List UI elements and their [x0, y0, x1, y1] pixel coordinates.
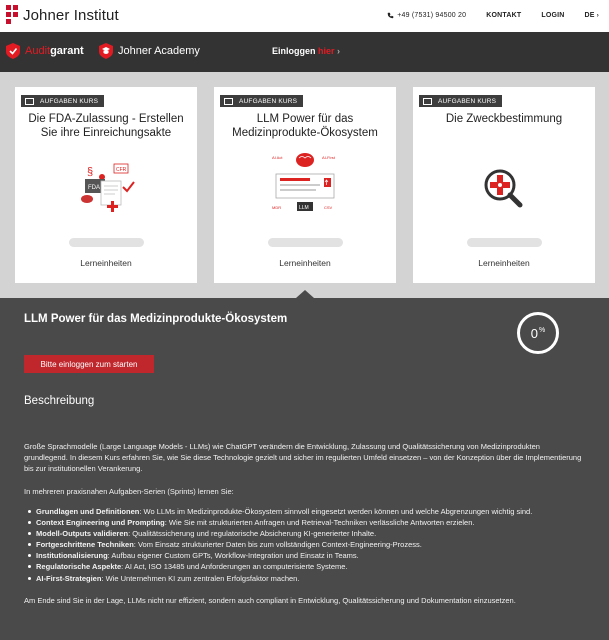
chevron-right-icon: ›: [337, 46, 341, 56]
fda-approval-icon: [15, 157, 197, 227]
login-here-link[interactable]: hier: [318, 46, 335, 56]
llm-brain-icon: [214, 152, 396, 222]
course-type-label: AUFGABEN KURS: [239, 97, 298, 105]
auditgarant-shield-icon: [6, 43, 20, 59]
list-item: Modell-Outputs validieren: Qualitätssicherung und regulatorische Absicherung KI-generierter Inhalte.: [36, 528, 586, 539]
course-card-zweckbestimmung[interactable]: [413, 87, 595, 283]
list-item: AI-First-Strategien: Wie Unternehmen KI zum zentralen Erfolgsfaktor machen.: [36, 573, 586, 584]
auditgarant-text-1: Audit: [25, 45, 51, 57]
description-heading: Beschreibung: [24, 395, 95, 407]
list-item: Grundlagen und Definitionen: Wo LLMs im Medizinprodukte-Ökosystem sinnvoll eingesetzt werden können und welche Abgrenzungen wichtig sind.: [36, 506, 586, 517]
mdr-label: MDR: [272, 205, 282, 210]
description-paragraph-3: Am Ende sind Sie in der Lage, LLMs nicht nur effizient, sondern auch compliant in Entwicklung, Qualitätssicherung und Dokumentation einzusetzen.: [24, 596, 516, 605]
course-detail-title: LLM Power für das Medizinprodukte-Ökosystem: [24, 313, 288, 325]
course-type-label: AUFGABEN KURS: [438, 97, 497, 105]
course-progress-bar: [69, 238, 144, 247]
course-card-fda[interactable]: [15, 87, 197, 283]
auditgarant-logo[interactable]: [6, 43, 84, 59]
cfr-label: CFR: [116, 167, 127, 173]
top-nav: [367, 12, 599, 19]
learning-goals-list: [36, 506, 586, 584]
description-paragraph-1: Große Sprachmodelle (Large Language Models - LLMs) wie ChatGPT verändern die Entwicklung, Zulassung und Qualitätssicherung von Medizinprodukten grundlegend. In diesem Kurs erfahren Sie, wie Sie diese Technologie gezielt und sicher im regulierten Umfeld einsetzen – von der Konzeption über die Implementierung bis zur institutionellen Verankerung.: [24, 442, 582, 473]
top-header: [0, 0, 609, 32]
course-progress-bar: [467, 238, 542, 247]
medical-magnifier-icon: [413, 157, 595, 227]
description-paragraph-2: In mehreren praxisnahen Aufgaben-Serien (Sprints) lernen Sie:: [24, 487, 234, 496]
course-list-icon: [25, 98, 34, 105]
list-item: Institutionalisierung: Aufbau eigener Custom GPTs, Workflow-Integration und Einsatz in Teams.: [36, 550, 586, 561]
course-detail-panel: [0, 298, 609, 640]
course-title: Die FDA-Zulassung - Erstellen Sie ihre Einreichungsakte: [28, 113, 184, 139]
johner-logo[interactable]: [6, 5, 119, 25]
course-list-icon: [224, 98, 233, 105]
list-item: Context Engineering und Prompting: Wie Sie mit strukturierten Anfragen und Retrieval-Techniken verlässliche Antworten erzielen.: [36, 517, 586, 528]
ai-first-label: AI-First: [322, 155, 335, 160]
brand-bar: [0, 32, 609, 72]
academy-text: Johner Academy: [118, 45, 200, 57]
llm-label: LLM: [299, 205, 309, 211]
logo-grid-icon: [6, 5, 19, 25]
lessons-label: Lerneinheiten: [279, 258, 331, 268]
language-select[interactable]: [585, 12, 599, 19]
auditgarant-text-2: garant: [50, 45, 84, 57]
login-to-start-button[interactable]: Bitte einloggen zum starten: [24, 355, 154, 373]
academy-logo[interactable]: [99, 43, 200, 59]
course-progress-bar: [268, 238, 343, 247]
lessons-label: Lerneinheiten: [80, 258, 132, 268]
course-type-label: AUFGABEN KURS: [40, 97, 99, 105]
ai-act-label: AI Act: [272, 155, 283, 160]
course-type-tag: [21, 95, 104, 107]
progress-unit: %: [539, 326, 546, 334]
course-title: LLM Power für das Medizinprodukte-Ökosystem: [232, 113, 378, 139]
course-list-icon: [423, 98, 432, 105]
lessons-label: Lerneinheiten: [478, 258, 530, 268]
nav-login[interactable]: LOGIN: [541, 12, 565, 19]
progress-circle: [517, 312, 559, 354]
login-hint-text: Einloggen: [272, 46, 316, 56]
logo-text: Johner Institut: [23, 6, 119, 24]
chevron-down-icon: ›: [596, 13, 599, 19]
academy-shield-icon: [99, 43, 113, 59]
fda-label: FDA: [88, 185, 100, 191]
csv-label: CSV: [324, 205, 333, 210]
paragraph-symbol: §: [87, 166, 94, 178]
selected-card-pointer: [296, 290, 314, 298]
phone-link[interactable]: [387, 12, 466, 19]
phone-icon: [387, 12, 394, 19]
list-item: Fortgeschrittene Techniken: Vom Einsatz strukturierter Daten bis zum vollständigen Context-Engineering-Prozess.: [36, 539, 586, 550]
course-card-llm[interactable]: [214, 87, 396, 283]
login-hint: [272, 46, 340, 56]
progress-value: 0: [530, 325, 538, 341]
list-item: Regulatorische Aspekte: AI Act, ISO 13485 und Anforderungen an computerisierte Systeme.: [36, 561, 586, 572]
course-type-tag: [419, 95, 502, 107]
phone-number: +49 (7531) 94500 20: [397, 12, 467, 19]
course-title: Die Zweckbestimmung: [445, 113, 563, 125]
language-label: DE: [584, 12, 595, 19]
course-type-tag: [220, 95, 303, 107]
nav-kontakt[interactable]: KONTAKT: [486, 12, 522, 19]
